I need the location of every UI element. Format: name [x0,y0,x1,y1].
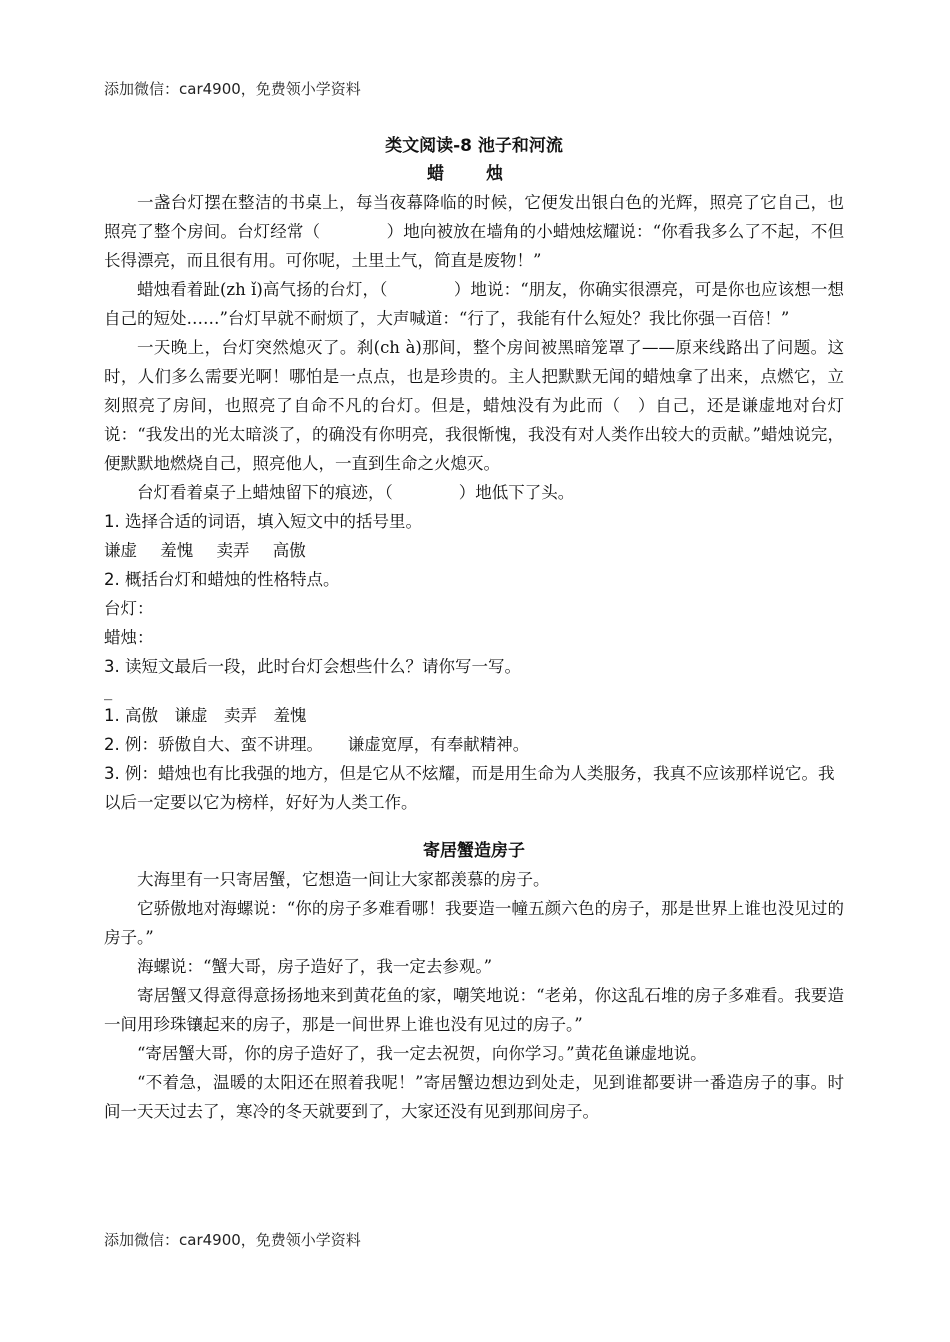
question-3: 3. 读短文最后一段，此时台灯会想些什么？请你写一写。 [104,657,521,676]
section2-paragraph: 它骄傲地对海螺说：“你的房子多难看哪！我要造一幢五颜六色的房子，那是世界上谁也没见过的房子。” [104,899,844,947]
answer-3: 3. 例：蜡烛也有比我强的地方，但是它从不炫耀，而是用生命为人类服务，我真不应该那样说它。我以后一定要以它为榜样，好好为人类工作。 [104,764,835,812]
answer-divider: _ [104,681,113,700]
section1-paragraph: 一盏台灯摆在整洁的书桌上，每当夜幕降临的时候，它便发出银白色的光辉，照亮了它自己，也照亮了整个房间。台灯经常（ ）地向被放在墙角的小蜡烛炫耀说：“你看我多么了不起，不但长得漂亮，而且很有用。可你呢，土里土气，简直是废物！” [104,193,844,270]
section1-paragraph: 一天晚上，台灯突然熄灭了。刹(ch à)那间，整个房间被黑暗笼罩了——原来线路出了问题。这时，人们多么需要光啊！哪怕是一点点，也是珍贵的。主人把默默无闻的蜡烛拿了出来，点燃它，立刻照亮了房间，也照亮了自命不凡的台灯。但是，蜡烛没有为此而（ ）自己，还是谦虚地对台灯说：“我发出的光太暗淡了，的确没有你明亮，我很惭愧，我没有对人类作出较大的贡献。”蜡烛说完，便默默地燃烧自己，照亮他人，一直到生命之火熄灭。 [104,338,844,473]
section1-paragraph: 台灯看着桌子上蜡烛留下的痕迹，（ ）地低下了头。 [137,483,575,502]
question-2-lamp-label: 台灯： [104,599,154,618]
section1-paragraph: 蜡烛看着趾(zh ǐ)高气扬的台灯，（ ）地说：“朋友，你确实很漂亮，可是你也应该想一想自己的短处……”台灯早就不耐烦了，大声喊道：“行了，我能有什么短处？我比你强一百倍！” [104,280,844,328]
section1-subtitle: 蜡 烛 [427,164,521,184]
section1-title: 类文阅读-8 池子和河流 [385,136,563,156]
word-choice: 高傲 [272,541,306,560]
word-choice: 卖弄 [216,541,250,560]
section2-paragraph: “寄居蟹大哥，你的房子造好了，我一定去祝贺，向你学习。”黄花鱼谦虚地说。 [137,1044,707,1063]
question-2: 2. 概括台灯和蜡烛的性格特点。 [104,570,340,589]
section2-title: 寄居蟹造房子 [423,841,525,861]
answer-1: 1. 高傲 谦虚 卖弄 羞愧 [104,706,307,725]
answer-2: 2. 例：骄傲自大、蛮不讲理。 谦虚宽厚，有奉献精神。 [104,735,530,754]
word-choices [104,536,844,565]
word-choice: 谦虚 [104,541,137,560]
header-note: 添加微信：car4900，免费领小学资料 [104,80,361,98]
section2-paragraph: “不着急，温暖的太阳还在照着我呢！”寄居蟹边想边到处走，见到谁都要讲一番造房子的事。时间一天天过去了，寒冷的冬天就要到了，大家还没有见到那间房子。 [104,1073,844,1121]
footer-note: 添加微信：car4900，免费领小学资料 [104,1231,361,1249]
section2-paragraph: 大海里有一只寄居蟹，它想造一间让大家都羡慕的房子。 [137,870,550,889]
section-gap [104,817,844,837]
word-choice: 羞愧 [160,541,194,560]
section2-paragraph: 海螺说：“蟹大哥，房子造好了，我一定去参观。” [137,957,493,976]
document-content [104,132,844,1126]
section2-paragraph: 寄居蟹又得意得意扬扬地来到黄花鱼的家，嘲笑地说：“老弟，你这乱石堆的房子多难看。我要造一间用珍珠镶起来的房子，那是一间世界上谁也没有见过的房子。” [104,986,844,1034]
question-2-candle-label: 蜡烛： [104,628,154,647]
question-1: 1. 选择合适的词语，填入短文中的括号里。 [104,512,422,531]
